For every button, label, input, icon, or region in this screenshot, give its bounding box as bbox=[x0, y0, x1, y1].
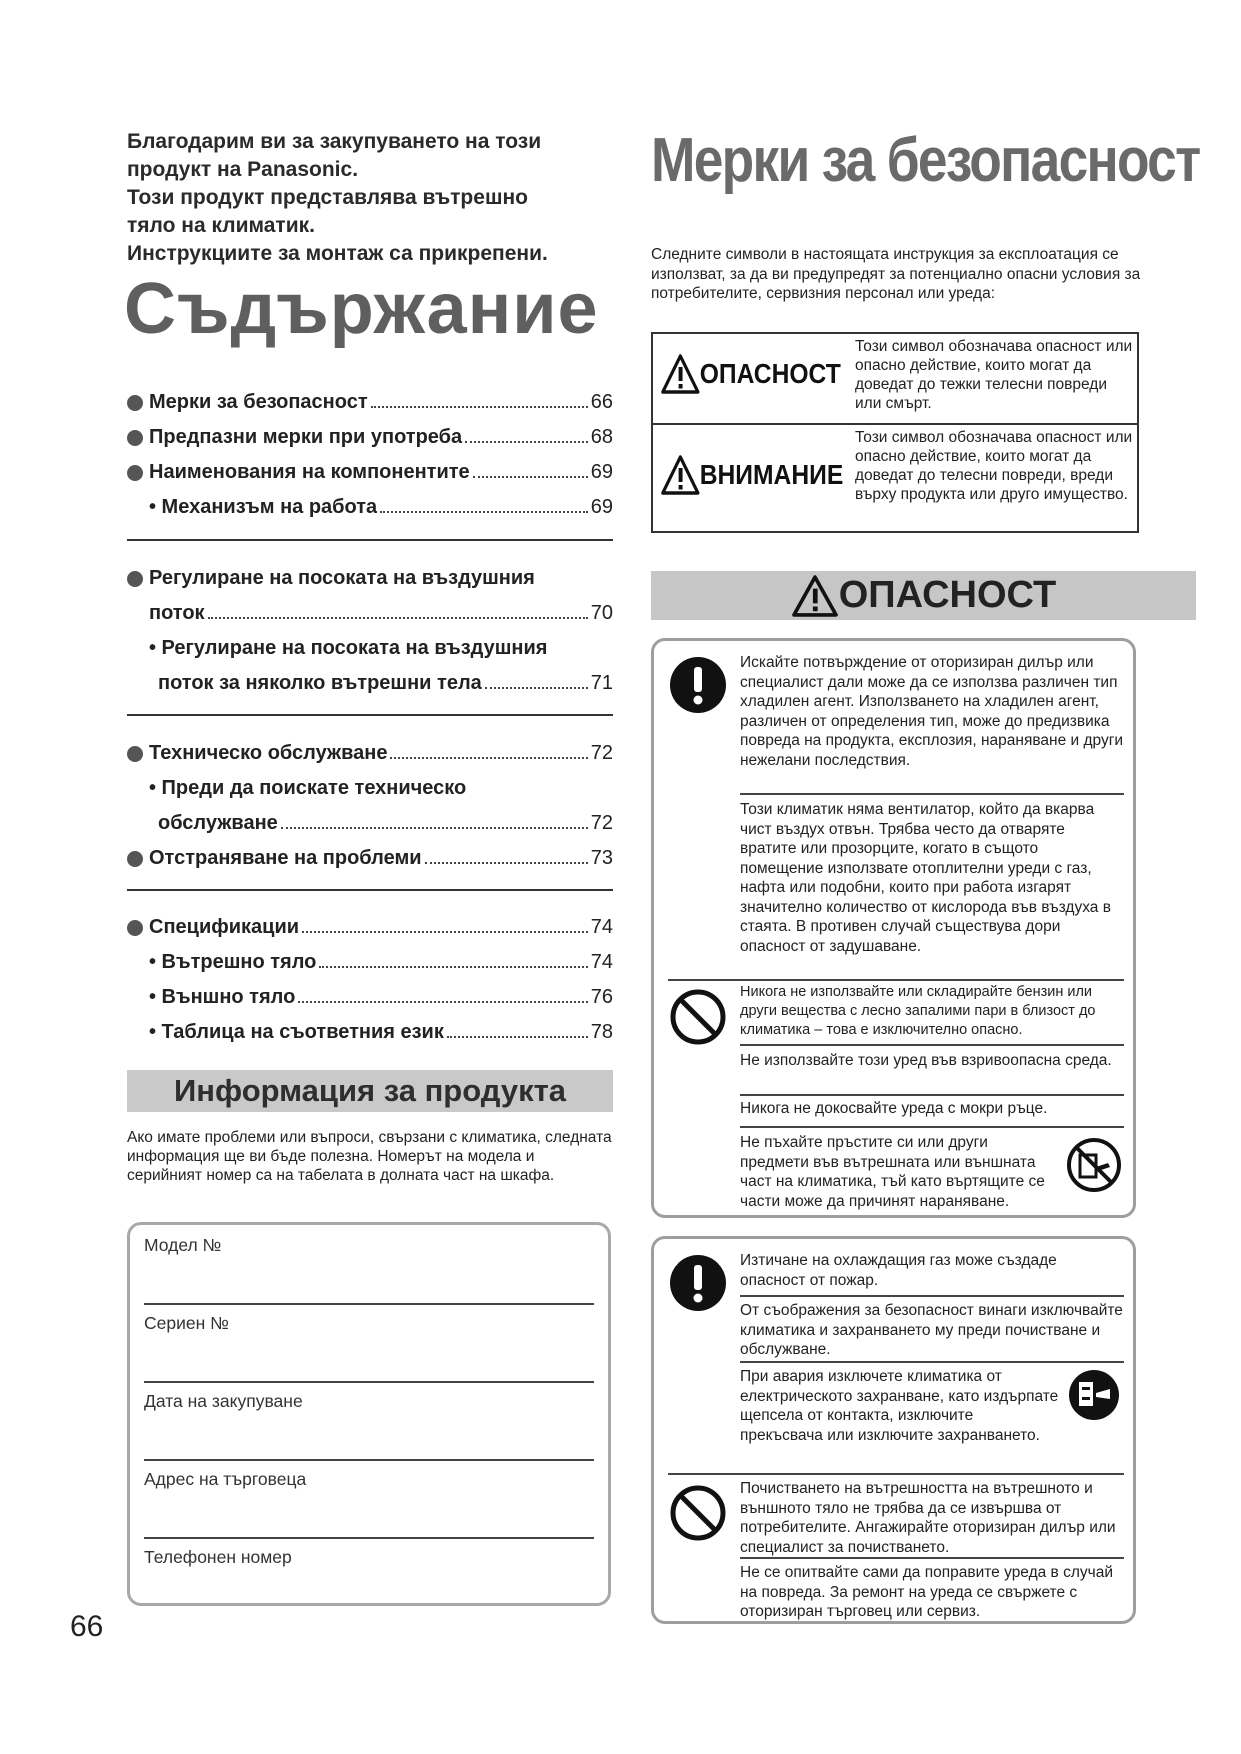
field-label: Телефонен номер bbox=[144, 1547, 292, 1567]
toc-entry[interactable] bbox=[127, 806, 613, 841]
bullet-icon bbox=[127, 385, 149, 420]
intro-line: Този продукт представлява вътрешно bbox=[127, 186, 528, 209]
toc-entry-page: 71 bbox=[590, 672, 613, 694]
toc-entry[interactable] bbox=[127, 841, 613, 876]
mandatory-exclamation-icon bbox=[669, 1254, 727, 1312]
panel-divider bbox=[740, 1126, 1124, 1128]
toc-entry[interactable] bbox=[127, 910, 613, 945]
toc-entry-label: Спецификации bbox=[149, 916, 300, 938]
toc-entry-page: 72 bbox=[590, 812, 613, 834]
field-label: Дата на закупуване bbox=[144, 1391, 303, 1411]
toc-group bbox=[127, 910, 613, 1050]
toc-entry-label: • Външно тяло bbox=[149, 986, 296, 1008]
warning-triangle-icon bbox=[661, 455, 700, 495]
bullet-icon bbox=[127, 455, 149, 490]
product-info-text: Ако имате проблеми или въпроси, свързани с климатика, следната информация ще ви бъде полезна. Номерът на модела и серийният номер са на табелата в долната част на шкафа. bbox=[127, 1129, 612, 1184]
toc-entry[interactable] bbox=[127, 736, 613, 771]
do-not-insert-fingers-icon bbox=[1066, 1137, 1122, 1193]
symbol-table bbox=[651, 332, 1139, 533]
panel-item: Искайте потвърждение от оторизиран дилър или специалист дали може да се използва различен тип хладилен агент. Използването на хладилен агент, различен от определения тип, може до предизвика повреда на продукта, експлозия, нараняване и други нежелани последствия. bbox=[740, 654, 1124, 769]
toc-entry-label: • Регулиране на посоката на въздушния bbox=[149, 637, 548, 659]
toc-group bbox=[127, 736, 613, 876]
danger-panel bbox=[651, 1236, 1136, 1624]
toc-entry-label: Наименования на компонентите bbox=[149, 461, 470, 483]
toc-entry-label: Регулиране на посоката на въздушния bbox=[149, 567, 535, 589]
panel-item: Никога не използвайте или складирайте бензин или други вещества с лесно запалими пари в близост до климатика – това е изключително опасно. bbox=[740, 984, 1096, 1038]
bullet-icon bbox=[127, 420, 149, 455]
intro-line: тяло на климатик. bbox=[127, 214, 315, 237]
panel-divider bbox=[740, 793, 1124, 795]
toc-group bbox=[127, 561, 613, 701]
field-label: Сериен № bbox=[144, 1313, 229, 1333]
panel-divider bbox=[740, 1094, 1124, 1096]
toc-entry-page: 69 bbox=[590, 461, 613, 483]
bullet-icon bbox=[127, 841, 149, 876]
panel-divider bbox=[740, 1044, 1124, 1046]
bullet-icon bbox=[127, 561, 149, 596]
model-field[interactable] bbox=[144, 1235, 594, 1305]
panel-item: Не пъхайте пръстите си или други предмети във вътрешната или външната част на климатика, тъй като въртящите се части може да причинят нараняване. bbox=[740, 1134, 1045, 1210]
intro-text bbox=[127, 128, 637, 268]
toc-entry-label: • Преди да поискате техническо bbox=[149, 777, 467, 799]
danger-heading bbox=[651, 571, 1196, 620]
prohibition-icon bbox=[669, 1484, 727, 1542]
toc-entry-page: 74 bbox=[590, 916, 613, 938]
unplug-icon bbox=[1066, 1367, 1122, 1423]
safety-title: Мерки за безопасност bbox=[651, 126, 1200, 195]
toc-entry-page: 66 bbox=[590, 391, 613, 413]
toc-entry[interactable] bbox=[127, 561, 613, 596]
toc-entry-page: 69 bbox=[590, 496, 613, 518]
panel-divider bbox=[740, 1557, 1124, 1559]
symbol-description: Този символ обозначава опасност или опасно действие, които могат да доведат до тежки телесни повреди или смърт. bbox=[855, 338, 1133, 412]
symbol-description: Този символ обозначава опасност или опасно действие, които могат да доведат до телесни повреди, вреди върху продукта или друго имущество. bbox=[855, 429, 1133, 503]
phone-field[interactable] bbox=[144, 1547, 594, 1587]
toc-entry-label: Предпазни мерки при употреба bbox=[149, 426, 463, 448]
page-number: 66 bbox=[70, 1610, 104, 1643]
toc-divider bbox=[127, 714, 613, 716]
symbol-label: ОПАСНОСТ bbox=[699, 358, 841, 389]
panel-divider bbox=[740, 1295, 1124, 1297]
toc-entry-label: поток за няколко вътрешни тела bbox=[158, 672, 482, 694]
intro-line: Благодарим ви за закупуването на този bbox=[127, 130, 542, 153]
toc-title: Съдържание bbox=[124, 269, 599, 349]
toc-divider bbox=[127, 889, 613, 891]
toc-entry[interactable] bbox=[127, 631, 613, 666]
toc-entry-label: Мерки за безопасност bbox=[149, 391, 368, 413]
toc-entry-label: обслужване bbox=[158, 812, 278, 834]
safety-intro: Следните символи в настоящата инструкция за експлоатация се използват, за да ви предупредят за потенциално опасни условия за потребителите, сервизния персонал или уреда: bbox=[651, 246, 1141, 302]
toc-entry[interactable] bbox=[127, 771, 613, 806]
mandatory-exclamation-icon bbox=[669, 656, 727, 714]
product-info-heading: Информация за продукта bbox=[127, 1070, 613, 1112]
toc-entry[interactable] bbox=[127, 945, 613, 980]
toc-entry-label: • Таблица на съответния език bbox=[149, 1021, 444, 1043]
toc-entry[interactable] bbox=[127, 490, 613, 525]
danger-symbol bbox=[661, 354, 841, 394]
panel-item: При авария изключете климатика от електрическото захранване, като издърпате щепсела от контакта, изключите прекъсвача или изключите захранването. bbox=[740, 1368, 1059, 1444]
warning-triangle-icon bbox=[661, 354, 700, 394]
toc-entry-label: поток bbox=[149, 602, 205, 624]
toc-entry[interactable] bbox=[127, 455, 613, 490]
toc-group bbox=[127, 385, 613, 525]
panel-item: Не се опитвайте сами да поправите уреда в случай на повреда. За ремонт на уреда се свържете с оторизиран търговец или сервиз. bbox=[740, 1564, 1113, 1620]
symbol-row-caution bbox=[653, 425, 1137, 531]
field-label: Адрес на търговеца bbox=[144, 1469, 307, 1489]
dealer-address-field[interactable] bbox=[144, 1469, 594, 1539]
bullet-icon bbox=[127, 910, 149, 945]
panel-divider bbox=[740, 1361, 1124, 1363]
danger-heading-label: ОПАСНОСТ bbox=[838, 574, 1057, 616]
serial-field[interactable] bbox=[144, 1313, 594, 1383]
field-label: Модел № bbox=[144, 1235, 222, 1255]
toc-entry-page: 70 bbox=[590, 602, 613, 624]
panel-divider bbox=[668, 1473, 1124, 1475]
caution-symbol bbox=[661, 455, 843, 495]
toc-divider bbox=[127, 539, 613, 541]
symbol-row-danger bbox=[653, 334, 1137, 425]
panel-item: Този климатик няма вентилатор, който да вкарва чист въздух отвън. Трябва често да отваряте вратите или прозорците, когато в същото помещение използвате отоплителни уреди с газ, нафта или подобни, които при работа изгарят значително количество от кислорода във въздуха в стаята. В противен случай съществува дори опасност от задушаване. bbox=[740, 801, 1111, 955]
toc-entry-page: 73 bbox=[590, 847, 613, 869]
prohibition-icon bbox=[669, 988, 727, 1046]
panel-divider bbox=[668, 979, 1124, 981]
panel-item: Не използвайте този уред във взривоопасна среда. bbox=[740, 1052, 1112, 1069]
product-info-form bbox=[127, 1222, 611, 1606]
toc-entry-page: 72 bbox=[590, 742, 613, 764]
toc-entry[interactable] bbox=[127, 1015, 613, 1050]
toc-entry-page: 78 bbox=[590, 1021, 613, 1043]
toc-entry-page: 68 bbox=[590, 426, 613, 448]
toc-entry[interactable] bbox=[127, 420, 613, 455]
toc-entry-label: • Вътрешно тяло bbox=[149, 951, 317, 973]
toc-entry[interactable] bbox=[127, 980, 613, 1015]
purchase-date-field[interactable] bbox=[144, 1391, 594, 1461]
panel-item: Никога не докосвайте уреда с мокри ръце. bbox=[740, 1100, 1048, 1117]
panel-item: От съображения за безопасност винаги изключвайте климатика и захранването му преди почистване и обслужване. bbox=[740, 1302, 1123, 1358]
intro-line: продукт на Panasonic. bbox=[127, 158, 359, 181]
toc-entry-label: • Механизъм на работа bbox=[149, 496, 378, 518]
panel-item: Изтичане на охлаждащия газ може създаде опасност от пожар. bbox=[740, 1252, 1057, 1289]
toc-entry[interactable] bbox=[127, 596, 613, 631]
intro-line: Инструкциите за монтаж са прикрепени. bbox=[127, 242, 548, 265]
toc-entry-label: Отстраняване на проблеми bbox=[149, 847, 422, 869]
toc-entry-label: Техническо обслужване bbox=[149, 742, 388, 764]
bullet-icon bbox=[127, 736, 149, 771]
danger-panel bbox=[651, 638, 1136, 1218]
toc-entry[interactable] bbox=[127, 666, 613, 701]
warning-triangle-icon bbox=[791, 575, 839, 617]
toc-entry-page: 76 bbox=[590, 986, 613, 1008]
panel-item: Почистването на вътрешността на вътрешното и външното тяло не трябва да се извършва от потребителите. Ангажирайте оторизиран дилър или специалист за почистването. bbox=[740, 1480, 1116, 1556]
toc-entry-page: 74 bbox=[590, 951, 613, 973]
symbol-label: ВНИМАНИЕ bbox=[699, 459, 844, 490]
toc-entry[interactable] bbox=[127, 385, 613, 420]
